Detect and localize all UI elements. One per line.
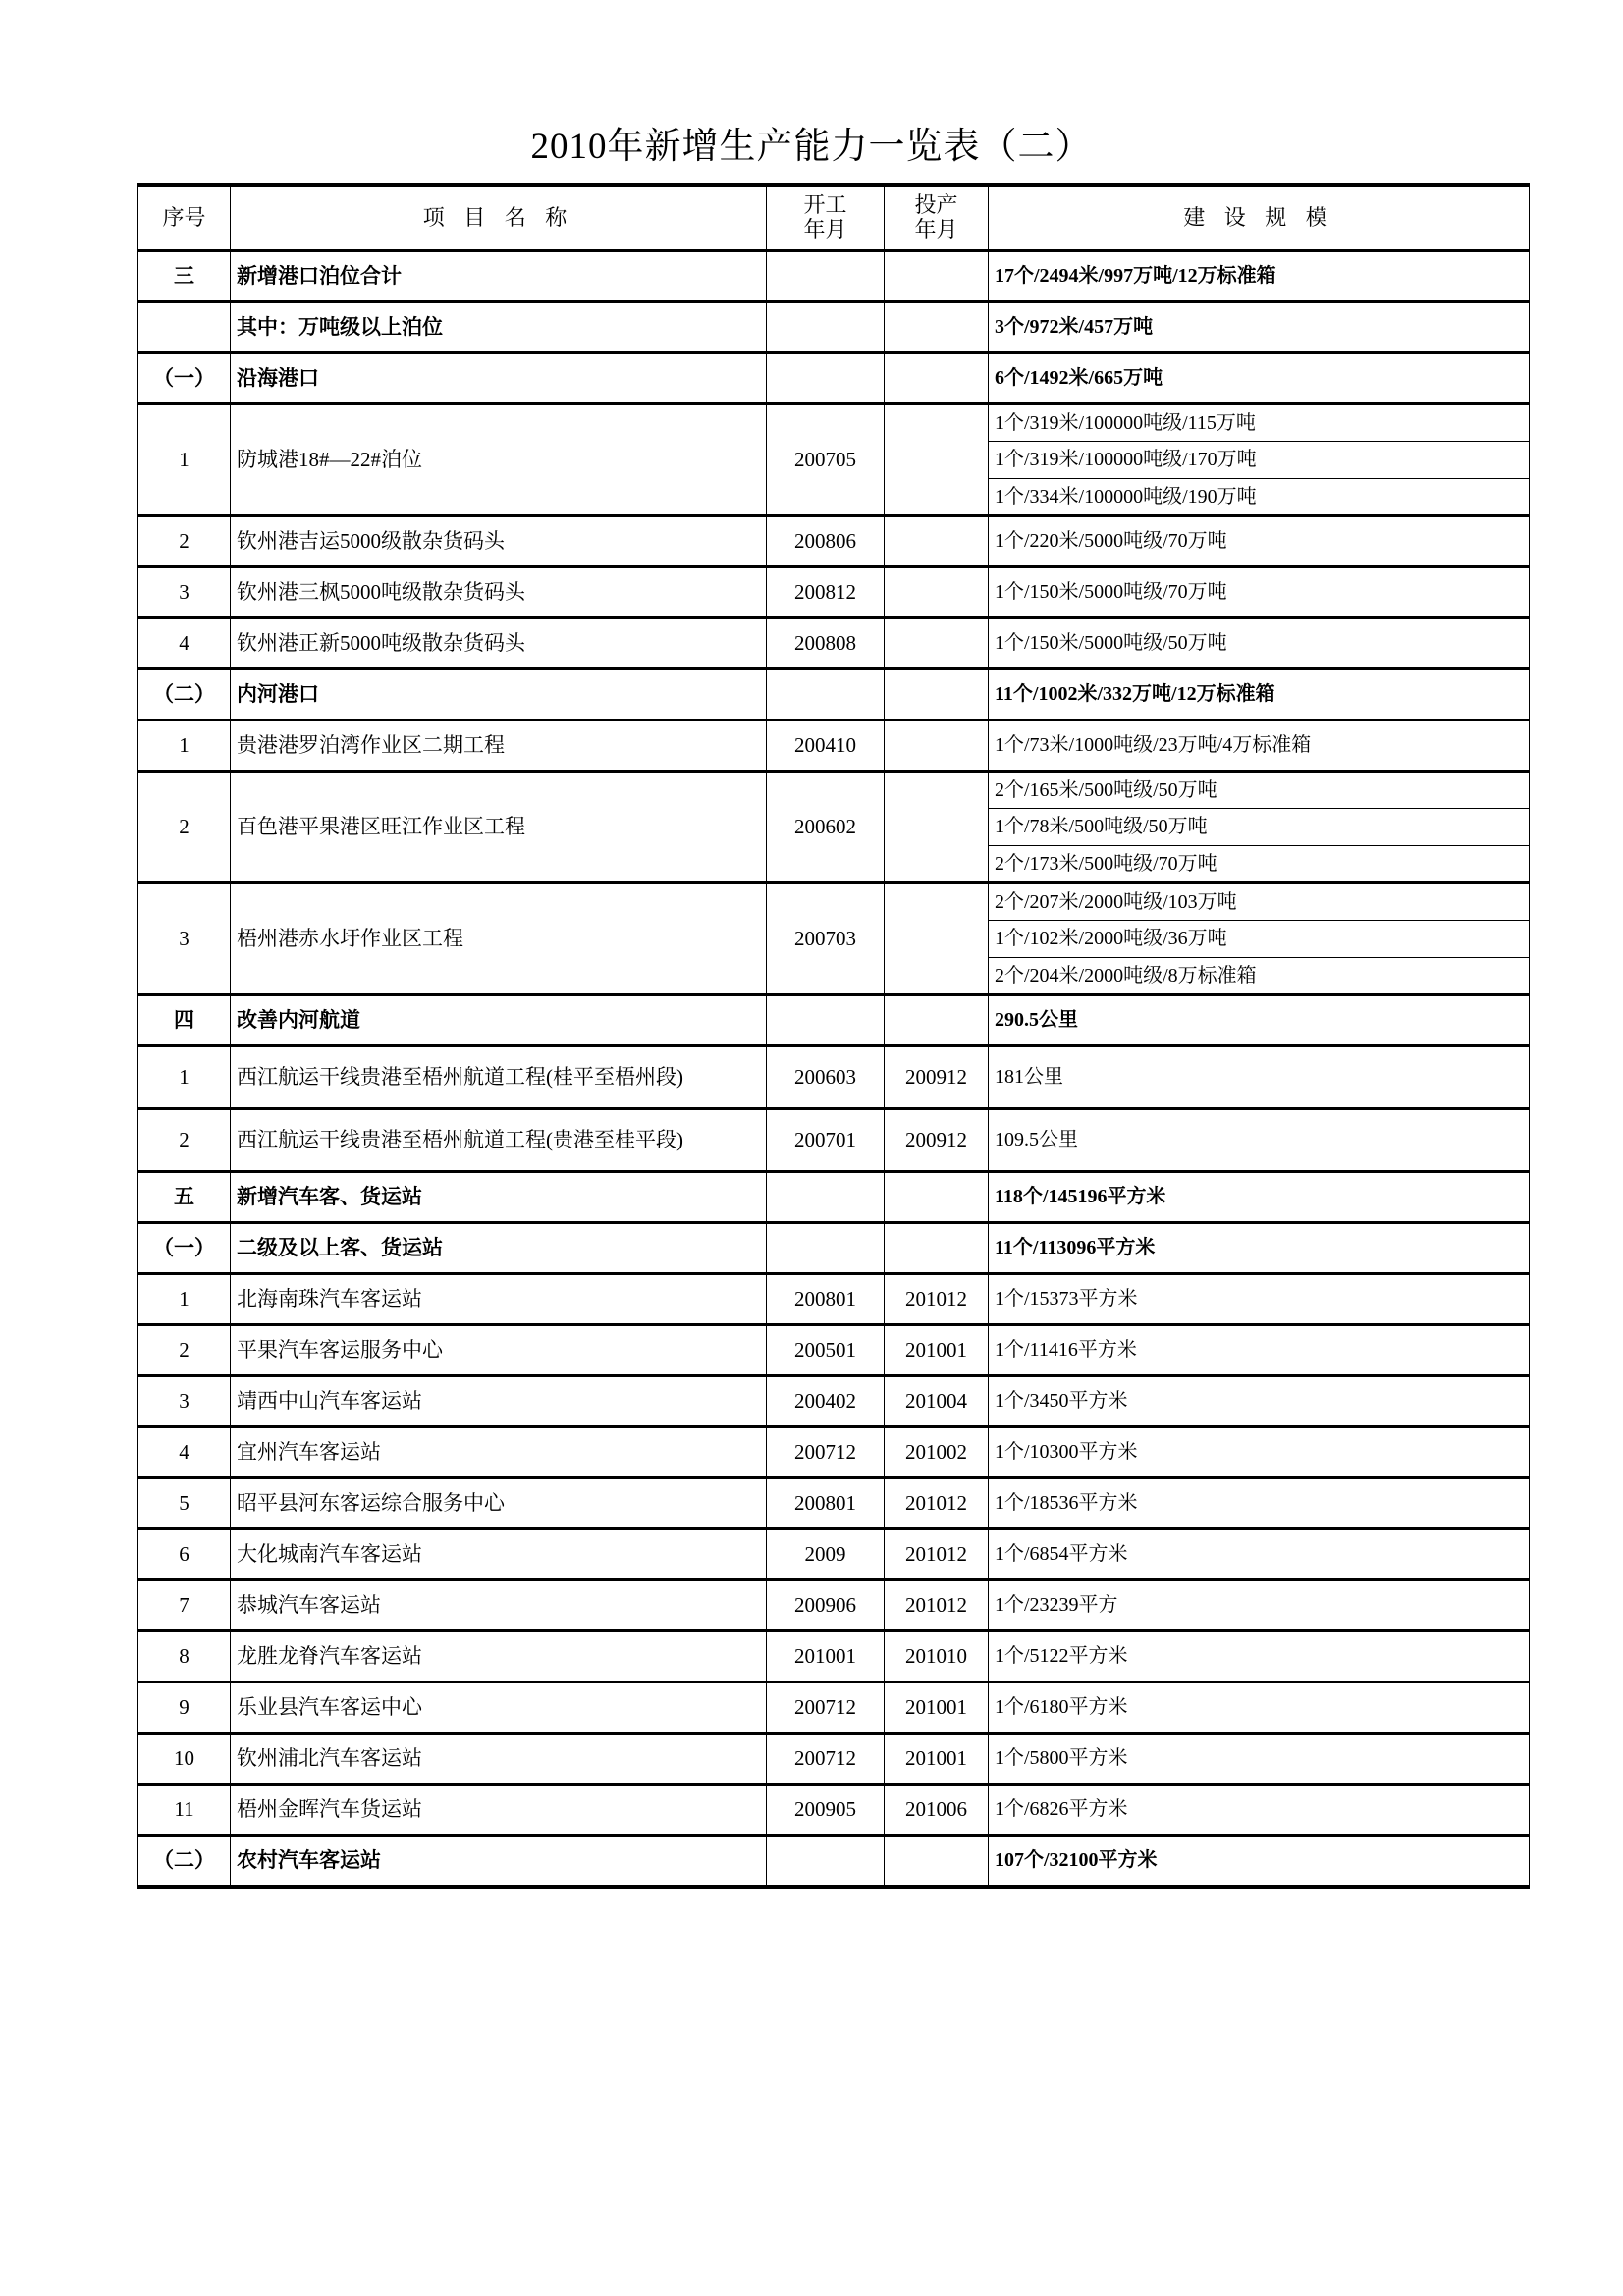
cell-start-date	[767, 1223, 885, 1274]
cell-serial-no: 四	[138, 995, 231, 1046]
header-start-date	[767, 185, 885, 251]
table-row	[138, 1836, 1530, 1887]
cell-serial-no: 3	[138, 1376, 231, 1427]
cell-start-date: 200712	[767, 1682, 885, 1734]
table-row	[138, 302, 1530, 353]
cell-start-date: 200905	[767, 1785, 885, 1836]
cell-construction-scale: 118个/145196平方米	[989, 1172, 1530, 1223]
cell-construction-scale: 1个/6180平方米	[989, 1682, 1530, 1734]
cell-project-name: 靖西中山汽车客运站	[231, 1376, 767, 1427]
cell-construction-scale: 1个/23239平方	[989, 1580, 1530, 1631]
cell-project-name: 其中：万吨级以上泊位	[231, 302, 767, 353]
cell-construction-scale: 1个/319米/100000吨级/115万吨	[989, 404, 1530, 442]
table-row	[138, 1427, 1530, 1478]
table-body	[138, 251, 1530, 1887]
cell-production-date	[885, 1172, 989, 1223]
cell-serial-no: （一）	[138, 1223, 231, 1274]
table-row	[138, 669, 1530, 721]
cell-start-date: 200812	[767, 567, 885, 618]
cell-start-date: 200701	[767, 1109, 885, 1172]
cell-production-date	[885, 302, 989, 353]
cell-start-date: 200410	[767, 721, 885, 772]
cell-project-name: 北海南珠汽车客运站	[231, 1274, 767, 1325]
cell-project-name: 西江航运干线贵港至梧州航道工程(贵港至桂平段)	[231, 1109, 767, 1172]
cell-project-name: 贵港港罗泊湾作业区二期工程	[231, 721, 767, 772]
cell-production-date: 201012	[885, 1274, 989, 1325]
cell-production-date	[885, 618, 989, 669]
header-start-date-line1: 开工	[803, 192, 847, 218]
header-start-date-line2: 年月	[803, 217, 847, 241]
cell-construction-scale: 1个/10300平方米	[989, 1427, 1530, 1478]
cell-construction-scale: 1个/220米/5000吨级/70万吨	[989, 516, 1530, 567]
cell-serial-no: 11	[138, 1785, 231, 1836]
table-row	[138, 251, 1530, 302]
cell-production-date	[885, 772, 989, 883]
cell-project-name: 钦州港正新5000吨级散杂货码头	[231, 618, 767, 669]
cell-start-date	[767, 669, 885, 721]
cell-production-date	[885, 1836, 989, 1887]
page-title: 2010年新增生产能力一览表（二）	[530, 127, 1093, 167]
cell-production-date: 201004	[885, 1376, 989, 1427]
cell-start-date: 200703	[767, 883, 885, 995]
production-capacity-table	[137, 183, 1530, 1889]
table-row	[138, 1478, 1530, 1529]
cell-project-name: 乐业县汽车客运中心	[231, 1682, 767, 1734]
cell-start-date: 200712	[767, 1734, 885, 1785]
table-row	[138, 1580, 1530, 1631]
cell-production-date	[885, 353, 989, 404]
cell-production-date: 201001	[885, 1734, 989, 1785]
cell-production-date	[885, 1223, 989, 1274]
cell-serial-no: （二）	[138, 1836, 231, 1887]
cell-production-date: 200912	[885, 1109, 989, 1172]
cell-project-name: 钦州港三枫5000吨级散杂货码头	[231, 567, 767, 618]
table-row	[138, 772, 1530, 809]
cell-production-date: 201002	[885, 1427, 989, 1478]
cell-construction-scale: 1个/6826平方米	[989, 1785, 1530, 1836]
cell-construction-scale: 1个/3450平方米	[989, 1376, 1530, 1427]
table-row	[138, 618, 1530, 669]
cell-serial-no: （一）	[138, 353, 231, 404]
table-row	[138, 721, 1530, 772]
cell-start-date: 200712	[767, 1427, 885, 1478]
header-serial-no: 序号	[138, 185, 231, 251]
cell-start-date	[767, 995, 885, 1046]
cell-construction-scale: 1个/150米/5000吨级/50万吨	[989, 618, 1530, 669]
cell-project-name: 梧州港赤水圩作业区工程	[231, 883, 767, 995]
table-row	[138, 1785, 1530, 1836]
cell-serial-no: 1	[138, 721, 231, 772]
cell-serial-no: 1	[138, 1046, 231, 1109]
cell-construction-scale: 1个/18536平方米	[989, 1478, 1530, 1529]
table-row	[138, 516, 1530, 567]
table-row	[138, 1682, 1530, 1734]
table-row	[138, 404, 1530, 442]
cell-production-date: 200912	[885, 1046, 989, 1109]
cell-project-name: 梧州金晖汽车货运站	[231, 1785, 767, 1836]
cell-production-date	[885, 669, 989, 721]
cell-start-date	[767, 353, 885, 404]
header-project-name: 项 目 名 称	[231, 185, 767, 251]
cell-serial-no: 1	[138, 1274, 231, 1325]
cell-project-name: 钦州浦北汽车客运站	[231, 1734, 767, 1785]
cell-start-date: 200801	[767, 1274, 885, 1325]
header-production-date-line2: 年月	[914, 217, 958, 241]
cell-construction-scale: 107个/32100平方米	[989, 1836, 1530, 1887]
cell-production-date	[885, 883, 989, 995]
cell-start-date: 200602	[767, 772, 885, 883]
cell-construction-scale: 2个/173米/500吨级/70万吨	[989, 846, 1530, 883]
cell-start-date: 200806	[767, 516, 885, 567]
cell-project-name: 二级及以上客、货运站	[231, 1223, 767, 1274]
table-row	[138, 1529, 1530, 1580]
cell-start-date	[767, 302, 885, 353]
cell-construction-scale: 2个/204米/2000吨级/8万标准箱	[989, 958, 1530, 995]
cell-construction-scale: 1个/15373平方米	[989, 1274, 1530, 1325]
table-row	[138, 567, 1530, 618]
cell-project-name: 农村汽车客运站	[231, 1836, 767, 1887]
cell-start-date: 200705	[767, 404, 885, 516]
cell-project-name: 龙胜龙脊汽车客运站	[231, 1631, 767, 1682]
cell-serial-no: 3	[138, 567, 231, 618]
table-header-row	[138, 185, 1530, 251]
cell-production-date: 201001	[885, 1325, 989, 1376]
cell-serial-no: 2	[138, 516, 231, 567]
header-construction-scale: 建 设 规 模	[989, 185, 1530, 251]
cell-construction-scale: 1个/334米/100000吨级/190万吨	[989, 479, 1530, 516]
cell-construction-scale: 1个/6854平方米	[989, 1529, 1530, 1580]
table-row	[138, 1274, 1530, 1325]
table-row	[138, 1376, 1530, 1427]
cell-production-date: 201012	[885, 1580, 989, 1631]
cell-start-date: 200402	[767, 1376, 885, 1427]
cell-serial-no: 6	[138, 1529, 231, 1580]
table-row	[138, 995, 1530, 1046]
table-row	[138, 1734, 1530, 1785]
cell-project-name: 防城港18#—22#泊位	[231, 404, 767, 516]
cell-serial-no: 4	[138, 618, 231, 669]
cell-project-name: 内河港口	[231, 669, 767, 721]
cell-serial-no: 1	[138, 404, 231, 516]
cell-serial-no: 4	[138, 1427, 231, 1478]
cell-construction-scale: 1个/73米/1000吨级/23万吨/4万标准箱	[989, 721, 1530, 772]
cell-project-name: 大化城南汽车客运站	[231, 1529, 767, 1580]
cell-production-date: 201012	[885, 1478, 989, 1529]
cell-serial-no: 5	[138, 1478, 231, 1529]
cell-construction-scale: 1个/150米/5000吨级/70万吨	[989, 567, 1530, 618]
cell-serial-no: 3	[138, 883, 231, 995]
cell-start-date	[767, 1836, 885, 1887]
cell-production-date: 201010	[885, 1631, 989, 1682]
cell-project-name: 钦州港吉运5000级散杂货码头	[231, 516, 767, 567]
cell-start-date: 200501	[767, 1325, 885, 1376]
cell-production-date	[885, 721, 989, 772]
cell-serial-no: 10	[138, 1734, 231, 1785]
cell-project-name: 沿海港口	[231, 353, 767, 404]
table-row	[138, 1325, 1530, 1376]
cell-start-date: 2009	[767, 1529, 885, 1580]
table-row	[138, 883, 1530, 921]
cell-production-date: 201012	[885, 1529, 989, 1580]
cell-serial-no: 7	[138, 1580, 231, 1631]
cell-production-date	[885, 567, 989, 618]
table-row	[138, 1631, 1530, 1682]
cell-construction-scale: 290.5公里	[989, 995, 1530, 1046]
cell-production-date	[885, 995, 989, 1046]
cell-serial-no: 2	[138, 1325, 231, 1376]
cell-construction-scale: 1个/102米/2000吨级/36万吨	[989, 921, 1530, 958]
cell-construction-scale: 11个/113096平方米	[989, 1223, 1530, 1274]
cell-project-name: 西江航运干线贵港至梧州航道工程(桂平至梧州段)	[231, 1046, 767, 1109]
table-row	[138, 1172, 1530, 1223]
cell-project-name: 百色港平果港区旺江作业区工程	[231, 772, 767, 883]
cell-start-date: 200603	[767, 1046, 885, 1109]
header-production-date-line1: 投产	[914, 192, 958, 218]
table-row	[138, 353, 1530, 404]
cell-serial-no: （二）	[138, 669, 231, 721]
cell-start-date	[767, 251, 885, 302]
cell-construction-scale: 109.5公里	[989, 1109, 1530, 1172]
cell-construction-scale: 1个/5122平方米	[989, 1631, 1530, 1682]
cell-start-date: 200801	[767, 1478, 885, 1529]
cell-start-date: 200906	[767, 1580, 885, 1631]
cell-construction-scale: 6个/1492米/665万吨	[989, 353, 1530, 404]
cell-production-date	[885, 404, 989, 516]
cell-serial-no: 9	[138, 1682, 231, 1734]
cell-serial-no: 2	[138, 772, 231, 883]
cell-project-name: 恭城汽车客运站	[231, 1580, 767, 1631]
cell-construction-scale: 181公里	[989, 1046, 1530, 1109]
cell-construction-scale: 1个/5800平方米	[989, 1734, 1530, 1785]
cell-production-date: 201001	[885, 1682, 989, 1734]
cell-construction-scale: 2个/207米/2000吨级/103万吨	[989, 883, 1530, 921]
cell-construction-scale: 1个/78米/500吨级/50万吨	[989, 809, 1530, 846]
cell-serial-no: 8	[138, 1631, 231, 1682]
cell-construction-scale: 17个/2494米/997万吨/12万标准箱	[989, 251, 1530, 302]
cell-start-date	[767, 1172, 885, 1223]
cell-construction-scale: 1个/319米/100000吨级/170万吨	[989, 442, 1530, 479]
cell-serial-no: 五	[138, 1172, 231, 1223]
cell-serial-no	[138, 302, 231, 353]
cell-project-name: 昭平县河东客运综合服务中心	[231, 1478, 767, 1529]
table-row	[138, 1223, 1530, 1274]
cell-construction-scale: 11个/1002米/332万吨/12万标准箱	[989, 669, 1530, 721]
table-row	[138, 1109, 1530, 1172]
cell-project-name: 平果汽车客运服务中心	[231, 1325, 767, 1376]
cell-production-date: 201006	[885, 1785, 989, 1836]
cell-construction-scale: 3个/972米/457万吨	[989, 302, 1530, 353]
cell-project-name: 改善内河航道	[231, 995, 767, 1046]
cell-production-date	[885, 516, 989, 567]
cell-production-date	[885, 251, 989, 302]
cell-project-name: 新增汽车客、货运站	[231, 1172, 767, 1223]
header-production-date	[885, 185, 989, 251]
table-row	[138, 1046, 1530, 1109]
cell-construction-scale: 1个/11416平方米	[989, 1325, 1530, 1376]
cell-serial-no: 三	[138, 251, 231, 302]
cell-serial-no: 2	[138, 1109, 231, 1172]
cell-construction-scale: 2个/165米/500吨级/50万吨	[989, 772, 1530, 809]
cell-start-date: 200808	[767, 618, 885, 669]
table-header	[138, 185, 1530, 251]
cell-project-name: 新增港口泊位合计	[231, 251, 767, 302]
cell-project-name: 宜州汽车客运站	[231, 1427, 767, 1478]
cell-start-date: 201001	[767, 1631, 885, 1682]
